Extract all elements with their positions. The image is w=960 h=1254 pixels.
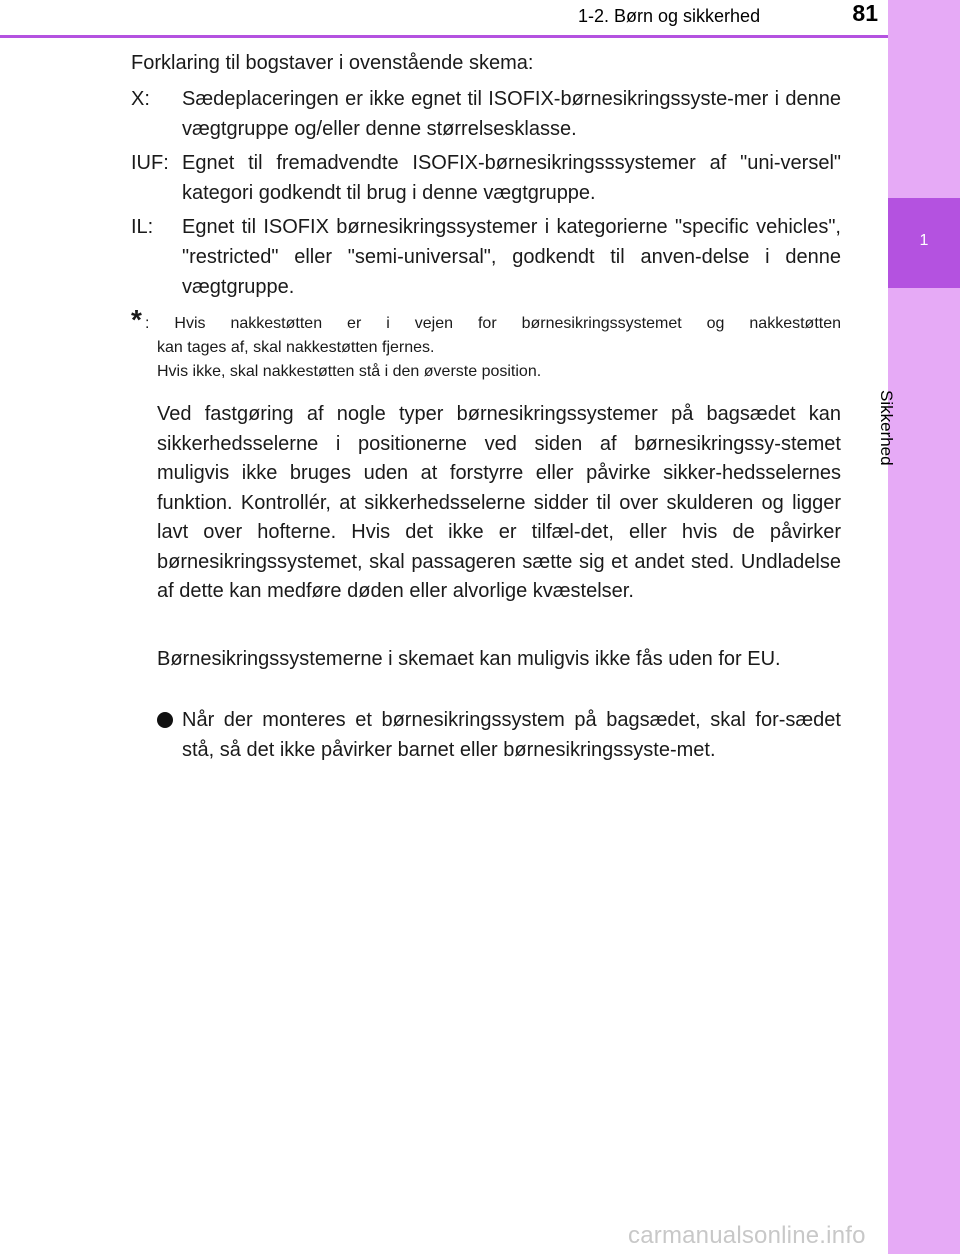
definition-term: IUF: — [131, 152, 169, 174]
availability-paragraph: Børnesikringssystemerne i skemaet kan muligvis ikke fås uden for EU. — [157, 648, 781, 670]
bullet-dot-icon — [157, 712, 173, 728]
definition-term: X: — [131, 88, 150, 110]
side-tab-label: Sikkerhed — [877, 390, 896, 466]
header-divider — [0, 35, 888, 38]
footnote-marker: * — [131, 304, 142, 335]
warning-paragraph: Ved fastgøring af nogle typer børnesikringssystemer på bagsædet kan sikkerhedsselerne i positionerne ved siden af børnesikringssy-stemet muligvis ikke bruges uden at forstyrre eller påvirke sikker-hedsselernes funktion. Kontrollér, at sikkerhedsselerne sidder til over skulderen og ligger lavt over hofterne. Hvis det ikke er tilfæl-det, eller hvis de påvirker børnesikringssystemet, skal passageren sætte sig et andet sted. Undladelse af dette kan medføre døden eller alvorlige kvæstelser. — [157, 403, 841, 602]
side-tab-strip — [888, 0, 960, 1254]
footnote-line: Hvis ikke, skal nakkestøtten stå i den øverste position. — [157, 363, 542, 380]
definition-il — [131, 212, 841, 302]
section-title: 1-2. Børn og sikkerhed — [578, 6, 761, 26]
footnote-text — [145, 312, 841, 384]
page-number: 81 — [852, 0, 878, 26]
footnote — [131, 304, 841, 384]
definition-iuf — [131, 148, 841, 208]
definition-description: Sædeplaceringen er ikke egnet til ISOFIX-børnesikringssyste-mer i denne vægtgruppe og/eller denne størrelsesklasse. — [182, 88, 841, 140]
bullet-text: Når der monteres et børnesikringssystem på bagsædet, skal for-sædet stå, så det ikke påvirker barnet eller børnesikringssyste-met. — [182, 709, 841, 761]
definition-term: IL: — [131, 216, 154, 238]
definition-x — [131, 84, 841, 144]
bullet-item — [157, 706, 841, 765]
footnote-line: : Hvis nakkestøtten er i vejen for børnesikringssystemet og nakkestøtten — [145, 315, 841, 332]
watermark: carmanualsonline.info — [628, 1222, 866, 1249]
side-tab-number: 1 — [919, 232, 929, 249]
definition-description: Egnet til fremadvendte ISOFIX-børnesikringsssystemer af "uni-versel" kategori godkendt til brug i denne vægtgruppe. — [182, 152, 841, 204]
footnote-line: kan tages af, skal nakkestøtten fjernes. — [157, 339, 435, 356]
definition-description: Egnet til ISOFIX børnesikringssystemer i kategorierne "specific vehicles", "restricted" eller "semi-universal", godkendt til anven-delse i denne vægtgruppe. — [182, 216, 841, 298]
legend-intro: Forklaring til bogstaver i ovenstående skema: — [131, 52, 534, 74]
